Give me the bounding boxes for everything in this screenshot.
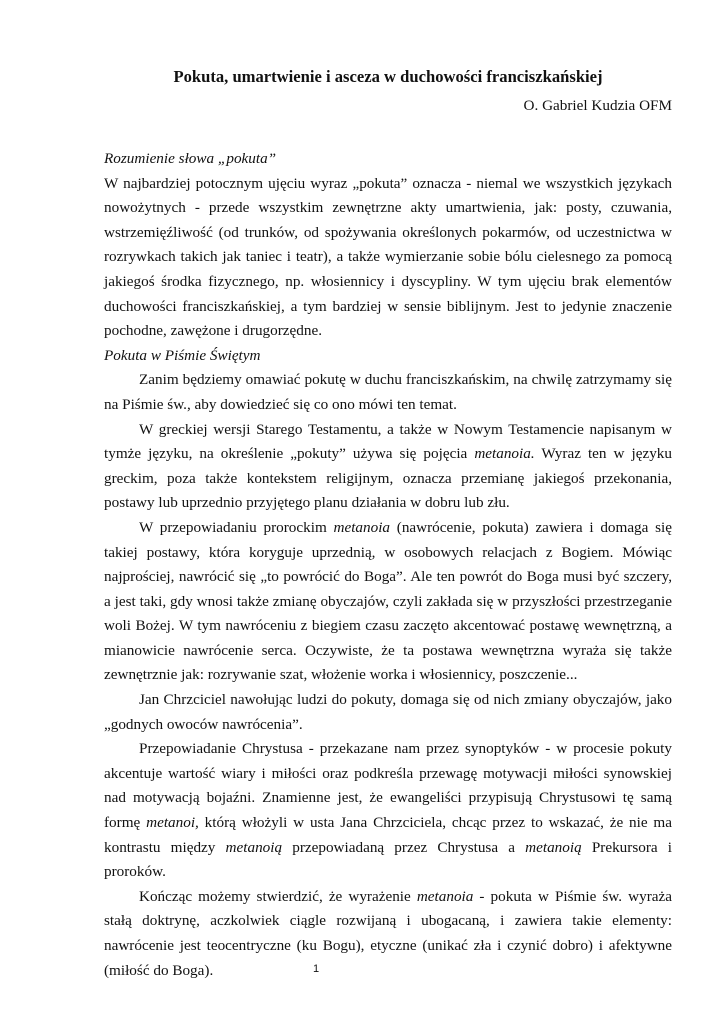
- paragraph: [104, 516, 672, 688]
- paragraph-text: W greckiej wersji Starego Testamentu, a także w Nowym Testamencie napisanym w tymże języku, na określenie „pokuty” używa się pojęcia: [104, 420, 672, 463]
- greek-term: metanoią: [225, 838, 283, 856]
- greek-term: metanoi,: [146, 814, 199, 832]
- paragraph-text: Kończąc możemy stwierdzić, że wyrażenie: [139, 887, 417, 905]
- section-heading-pismo: Pokuta w Piśmie Świętym: [104, 346, 261, 364]
- greek-term: metanoia: [333, 518, 391, 536]
- paragraph-text: - pokuta w Piśmie św. wyraża stałą doktrynę, aczkolwiek ciągle rozwijaną i ubogacaną, i zawiera takie elementy: nawrócenie jest teocentryczne (ku Bogu), etyczne (unikać zła i czynić dobro) i afektywne (miłość do Boga).: [104, 887, 672, 979]
- greek-term: metanoią: [525, 838, 582, 856]
- paragraph-text: Wyraz ten w języku greckim, poza także kontekstem religijnym, oznacza przemianę jakiegoś przekonania, postawy lub uprzednio przyjętego planu działania w dobru lub złu.: [104, 445, 672, 512]
- paragraph: Zanim będziemy omawiać pokutę w duchu franciszkańskim, na chwilę zatrzymamy się na Piśmie św., aby dowiedzieć się co ono mówi ten temat.: [104, 371, 672, 413]
- paragraph-text: Prekursora i proroków.: [104, 838, 672, 881]
- document-title: Pokuta, umartwienie i asceza w duchowości franciszkańskiej: [173, 67, 603, 86]
- page-number: 1: [313, 963, 320, 975]
- paragraph-text: którą włożyli w usta Jana Chrzciciela, chcąc przez to wskazać, że nie ma kontrastu między: [104, 814, 672, 856]
- greek-term: metanoia.: [474, 445, 535, 463]
- paragraph-text: przepowiadaną przez Chrystusa a: [282, 838, 526, 856]
- paragraph: [104, 885, 672, 983]
- document-body: [104, 147, 672, 983]
- paragraph: [104, 418, 672, 516]
- paragraph: W najbardziej potocznym ujęciu wyraz „pokuta” oznacza - niemal we wszystkich językach nowożytnych - przede wszystkim zewnętrzne akty umartwienia, jak: posty, czuwania, wstrzemięźliwość (od trunków, od spożywania określonych pokarmów, od uczestnictwa w rozrywkach takich jak taniec i teatr), a także wymierzanie sobie bólu cielesnego za pomocą jakiegoś środka fizycznego, np. włosiennicy i dyscypliny. W tym ujęciu brak elementów duchowości franciszkańskiej, a tym bardziej w sensie biblijnym. Jest to jedynie znaczenie pochodne, zawężone i drugorzędne.: [104, 174, 672, 340]
- paragraph-text: (nawrócenie, pokuta) zawiera i domaga się takiej postawy, która koryguje uprzednią, w osobowych relacjach z Bogiem. Mówiąc najprościej, nawrócić się „to powrócić do Boga”. Ale ten powrót do Boga musi być szczery, a jest taki, gdy wnosi także zmianę obyczajów, czyli zakłada się w przyszłości przestrzeganie woli Bożej. W tym nawróceniu z biegiem czasu zaczęto akcentować postawę wewnętrzną, a mianowicie nawrócenie serca. Oczywiste, że ta postawa wewnętrzna wyraża się także zewnętrznie jak: rozrywanie szat, włożenie worka i włosiennicy, poszczenie...: [104, 518, 672, 684]
- paragraph: Jan Chrzciciel nawołując ludzi do pokuty, domaga się od nich zmiany obyczajów, jako „godnych owoców nawrócenia”.: [104, 691, 672, 733]
- paragraph: [104, 737, 672, 885]
- greek-term: metanoia: [416, 887, 474, 905]
- paragraph-text: Przepowiadanie Chrystusa - przekazane nam przez synoptyków - w procesie pokuty akcentuje wartość wiary i miłości oraz podkreśla przewagę motywacji miłości synowskiej nad motywacją bojaźni. Znamienne jest, że ewangeliści przypisują Chrystusowi tę samą formę: [104, 740, 672, 832]
- paragraph-text: W przepowiadaniu prorockim: [139, 518, 334, 536]
- section-heading-rozumienie: Rozumienie słowa „pokuta”: [104, 150, 277, 167]
- document-author: O. Gabriel Kudzia OFM: [523, 97, 672, 114]
